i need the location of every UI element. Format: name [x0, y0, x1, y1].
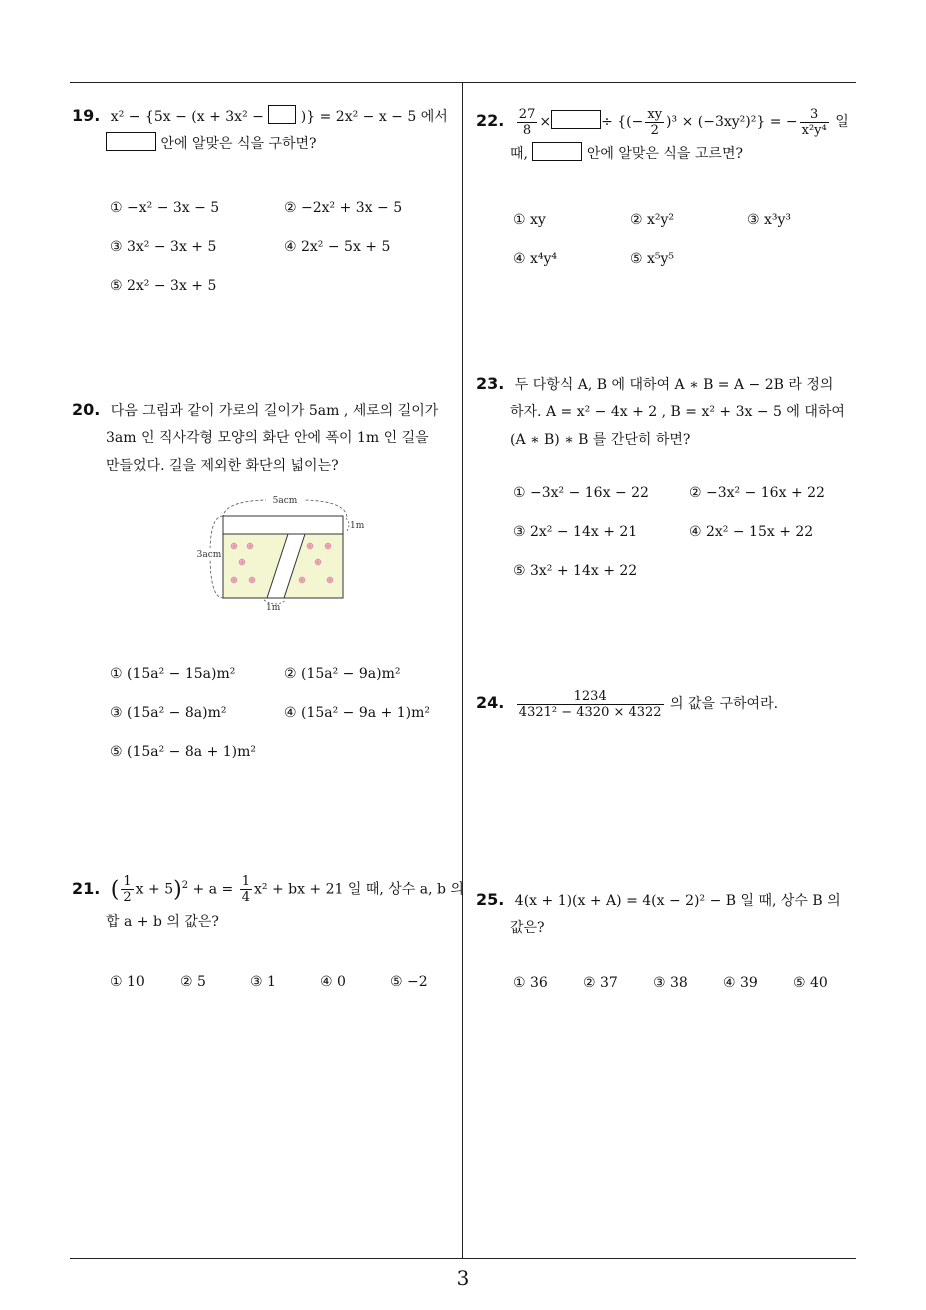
- question-text: 만들었다. 길을 제외한 화단의 넓이는?: [106, 458, 339, 474]
- question-23-options: [513, 485, 853, 585]
- question-19: [72, 102, 460, 158]
- question-22-options: [513, 212, 853, 272]
- question-text: 4(x + 1)(x + A) = 4(x − 2)² − B 일 때, 상수 B 의: [514, 893, 841, 909]
- option-1[interactable]: ① 10: [110, 974, 145, 990]
- road-width-label-bottom: 1m: [266, 603, 281, 613]
- option-5[interactable]: ⑤ x⁵y⁵: [630, 251, 675, 267]
- question-number: 23.: [476, 374, 505, 393]
- option-3[interactable]: ③ 1: [250, 974, 276, 990]
- option-3[interactable]: ③ 2x² − 14x + 21: [513, 524, 638, 540]
- answer-blank-box: [268, 105, 296, 124]
- answer-blank-box: [551, 110, 601, 129]
- question-22: 22. $\frac{27}{8}$ × ÷ {(− $\frac{xy}{2}$ )³ × (−3xy²)²} = − $\frac{3}{\text{x²y⁴}}$ 일 때, 안에 알맞은 식을 고르면?: [476, 106, 849, 162]
- question-text: 합 a + b 의 값은?: [106, 914, 219, 930]
- question-21-options: [110, 974, 450, 998]
- road-width-label-top: 1m: [350, 521, 365, 531]
- option-4[interactable]: ④ (15a² − 9a + 1)m²: [284, 705, 431, 721]
- option-1[interactable]: ① −3x² − 16x − 22: [513, 485, 649, 501]
- question-text: 다음 그림과 같이 가로의 길이가 5am , 세로의 길이가: [110, 403, 439, 419]
- answer-blank-box: [106, 132, 156, 151]
- fraction: $\frac{3}{\text{x²y⁴}}$: [801, 106, 827, 138]
- question-19-options: [110, 200, 450, 300]
- question-number: 21.: [72, 878, 101, 898]
- height-label: 3acm: [196, 550, 222, 560]
- question-number: 24.: [476, 693, 505, 712]
- question-number: 20.: [72, 400, 101, 419]
- option-3[interactable]: ③ (15a² − 8a)m²: [110, 705, 227, 721]
- question-25: [476, 886, 866, 942]
- option-1[interactable]: ① xy: [513, 212, 546, 228]
- option-5[interactable]: ⑤ 40: [793, 975, 828, 991]
- question-number: 22.: [476, 111, 505, 130]
- fraction: $\frac{xy}{2}$: [647, 106, 663, 138]
- fraction: $\frac{1}{4}$: [241, 874, 250, 906]
- column-divider: [462, 82, 463, 1258]
- question-text: x² − {5x − (x + 3x² −: [110, 109, 264, 125]
- bottom-rule: [70, 1258, 856, 1259]
- fraction: $\frac{1234}{\text{4321² − 4320 × 4322}}$: [518, 688, 662, 720]
- top-road: [223, 516, 343, 534]
- fraction: $\frac{27}{8}$: [518, 106, 536, 138]
- option-3[interactable]: ③ 38: [653, 975, 688, 991]
- question-text: )} = 2x² − x − 5 에서: [300, 109, 448, 125]
- option-3[interactable]: ③ x³y³: [747, 212, 792, 228]
- question-number: 25.: [476, 890, 505, 909]
- option-3[interactable]: ③ 3x² − 3x + 5: [110, 239, 217, 255]
- option-2[interactable]: ② 37: [583, 975, 618, 991]
- question-25-options: [513, 975, 853, 999]
- top-rule: [70, 82, 856, 83]
- option-5[interactable]: ⑤ 3x² + 14x + 22: [513, 563, 638, 579]
- question-text: 두 다항식 A, B 에 대하여 A ∗ B = A − 2B 라 정의: [514, 377, 834, 393]
- question-21: 21. ( $\frac{1}{2}$ x + 5)$^2$ + a = $\frac{1}{4}$ x² + bx + 21 일 때, 상수 a, b 의 합 a + b 의 값은?: [72, 868, 460, 936]
- option-5[interactable]: ⑤ 2x² − 3x + 5: [110, 278, 217, 294]
- question-23: [476, 370, 866, 454]
- option-5[interactable]: ⑤ (15a² − 8a + 1)m²: [110, 744, 257, 760]
- flowerbed-figure: [190, 490, 380, 615]
- option-4[interactable]: ④ 0: [320, 974, 346, 990]
- option-2[interactable]: ② −2x² + 3x − 5: [284, 200, 403, 216]
- option-4[interactable]: ④ 2x² − 15x + 22: [689, 524, 814, 540]
- option-2[interactable]: ② x²y²: [630, 212, 675, 228]
- question-number: 19.: [72, 106, 101, 125]
- width-label: 5acm: [272, 496, 298, 506]
- question-text: (A ∗ B) ∗ B 를 간단히 하면?: [510, 432, 691, 448]
- option-1[interactable]: ① 36: [513, 975, 548, 991]
- question-text: 3am 인 직사각형 모양의 화단 안에 폭이 1m 인 길을: [106, 430, 429, 446]
- question-24: [476, 684, 866, 724]
- question-text: 안에 알맞은 식을 구하면?: [160, 136, 317, 152]
- option-4[interactable]: ④ x⁴y⁴: [513, 251, 558, 267]
- option-4[interactable]: ④ 2x² − 5x + 5: [284, 239, 391, 255]
- question-text: 하자. A = x² − 4x + 2 , B = x² + 3x − 5 에 대하여: [510, 404, 845, 420]
- question-text: 의 값을 구하여라.: [670, 696, 779, 712]
- option-1[interactable]: ① (15a² − 15a)m²: [110, 666, 236, 682]
- option-4[interactable]: ④ 39: [723, 975, 758, 991]
- question-20: [72, 396, 460, 480]
- option-5[interactable]: ⑤ −2: [390, 974, 428, 990]
- option-1[interactable]: ① −x² − 3x − 5: [110, 200, 220, 216]
- answer-blank-box: [532, 142, 582, 161]
- fraction: $\frac{1}{2}$: [123, 874, 132, 906]
- page-number: 3: [456, 1266, 470, 1290]
- option-2[interactable]: ② 5: [180, 974, 206, 990]
- question-20-options: [110, 666, 455, 766]
- question-text: 값은?: [510, 920, 545, 936]
- option-2[interactable]: ② (15a² − 9a)m²: [284, 666, 401, 682]
- option-2[interactable]: ② −3x² − 16x + 22: [689, 485, 825, 501]
